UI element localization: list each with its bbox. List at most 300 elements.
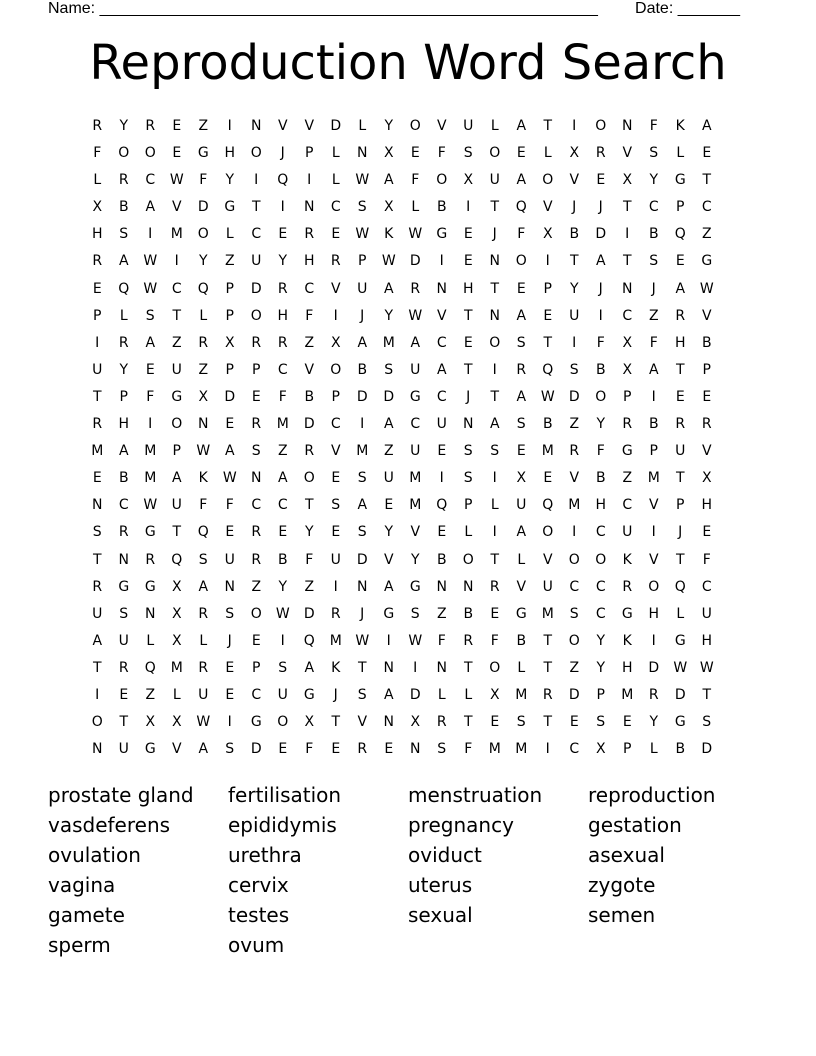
grid-letter[interactable]: F bbox=[225, 497, 234, 514]
grid-letter[interactable]: D bbox=[303, 605, 315, 622]
grid-letter[interactable]: P bbox=[225, 361, 234, 378]
grid-letter[interactable]: U bbox=[118, 632, 129, 649]
grid-letter[interactable]: R bbox=[198, 659, 209, 676]
grid-letter[interactable]: G bbox=[118, 578, 130, 595]
grid-letter[interactable]: E bbox=[622, 714, 632, 731]
grid-letter[interactable]: O bbox=[277, 714, 289, 731]
grid-letter[interactable]: H bbox=[462, 280, 474, 297]
grid-letter[interactable]: S bbox=[516, 334, 526, 351]
grid-letter[interactable]: H bbox=[595, 497, 607, 514]
grid-letter[interactable]: R bbox=[118, 172, 129, 189]
grid-letter[interactable]: F bbox=[278, 388, 287, 405]
grid-letter[interactable]: W bbox=[673, 659, 688, 676]
grid-letter[interactable]: Y bbox=[596, 416, 606, 433]
grid-letter[interactable]: O bbox=[462, 551, 474, 568]
grid-letter[interactable]: U bbox=[410, 361, 421, 378]
grid-letter[interactable]: U bbox=[436, 416, 447, 433]
grid-letter[interactable]: M bbox=[144, 443, 157, 460]
grid-letter[interactable]: E bbox=[384, 741, 394, 758]
grid-letter[interactable]: I bbox=[280, 199, 285, 216]
grid-letter[interactable]: Y bbox=[278, 253, 288, 270]
grid-letter[interactable]: V bbox=[569, 172, 580, 189]
grid-letter[interactable]: Z bbox=[622, 470, 633, 487]
grid-letter[interactable]: X bbox=[595, 741, 606, 758]
grid-letter[interactable]: G bbox=[144, 578, 156, 595]
grid-letter[interactable]: L bbox=[517, 659, 526, 676]
grid-letter[interactable]: Z bbox=[569, 416, 580, 433]
grid-letter[interactable]: G bbox=[303, 686, 315, 703]
grid-letter[interactable]: L bbox=[411, 199, 420, 216]
grid-letter[interactable]: J bbox=[280, 145, 285, 162]
grid-letter[interactable]: R bbox=[622, 578, 633, 595]
grid-letter[interactable]: U bbox=[622, 524, 633, 541]
grid-letter[interactable]: X bbox=[622, 334, 633, 351]
grid-letter[interactable]: A bbox=[198, 741, 209, 758]
grid-letter[interactable]: C bbox=[569, 578, 580, 595]
grid-letter[interactable]: N bbox=[436, 659, 447, 676]
grid-letter[interactable]: L bbox=[358, 118, 367, 134]
grid-letter[interactable]: U bbox=[251, 253, 262, 270]
grid-letter[interactable]: Z bbox=[171, 334, 182, 351]
grid-letter[interactable]: V bbox=[330, 280, 341, 297]
grid-letter[interactable]: I bbox=[572, 118, 577, 134]
grid-letter[interactable]: O bbox=[489, 659, 501, 676]
grid-letter[interactable]: W bbox=[355, 632, 370, 649]
grid-letter[interactable]: V bbox=[436, 118, 447, 134]
grid-letter[interactable]: W bbox=[355, 226, 370, 243]
grid-letter[interactable]: C bbox=[251, 686, 262, 703]
grid-letter[interactable]: U bbox=[489, 172, 500, 189]
grid-letter[interactable]: D bbox=[383, 388, 395, 405]
grid-letter[interactable]: F bbox=[702, 551, 711, 568]
grid-letter[interactable]: J bbox=[227, 632, 232, 649]
grid-letter[interactable]: F bbox=[411, 172, 420, 189]
grid-letter[interactable]: F bbox=[649, 334, 658, 351]
grid-letter[interactable]: S bbox=[357, 686, 367, 703]
grid-letter[interactable]: U bbox=[675, 443, 686, 460]
grid-letter[interactable]: V bbox=[701, 443, 712, 460]
grid-letter[interactable]: Z bbox=[224, 253, 235, 270]
grid-letter[interactable]: F bbox=[305, 307, 314, 324]
grid-letter[interactable]: Z bbox=[304, 334, 315, 351]
grid-letter[interactable]: Q bbox=[118, 280, 130, 297]
grid-letter[interactable]: E bbox=[92, 280, 102, 297]
grid-letter[interactable]: D bbox=[674, 686, 686, 703]
grid-letter[interactable]: N bbox=[463, 578, 474, 595]
grid-letter[interactable]: P bbox=[623, 388, 632, 405]
grid-letter[interactable]: T bbox=[702, 686, 712, 703]
grid-letter[interactable]: L bbox=[225, 226, 234, 243]
grid-letter[interactable]: I bbox=[439, 470, 444, 487]
grid-letter[interactable]: S bbox=[410, 605, 420, 622]
grid-letter[interactable]: V bbox=[277, 118, 288, 134]
grid-letter[interactable]: W bbox=[408, 307, 423, 324]
grid-letter[interactable]: L bbox=[464, 686, 473, 703]
grid-letter[interactable]: Q bbox=[144, 659, 156, 676]
grid-letter[interactable]: G bbox=[171, 388, 183, 405]
grid-letter[interactable]: O bbox=[489, 145, 501, 162]
grid-letter[interactable]: F bbox=[199, 497, 208, 514]
grid-letter[interactable]: Q bbox=[197, 524, 209, 541]
grid-letter[interactable]: R bbox=[251, 551, 262, 568]
grid-letter[interactable]: R bbox=[92, 253, 103, 270]
grid-letter[interactable]: L bbox=[517, 551, 526, 568]
grid-letter[interactable]: G bbox=[250, 714, 262, 731]
grid-letter[interactable]: L bbox=[649, 741, 658, 758]
grid-letter[interactable]: L bbox=[676, 605, 685, 622]
grid-letter[interactable]: E bbox=[119, 686, 129, 703]
grid-letter[interactable]: I bbox=[227, 118, 232, 134]
grid-letter[interactable]: E bbox=[702, 145, 712, 162]
grid-letter[interactable]: M bbox=[329, 632, 342, 649]
grid-letter[interactable]: D bbox=[250, 741, 262, 758]
grid-letter[interactable]: U bbox=[277, 686, 288, 703]
grid-letter[interactable]: R bbox=[489, 578, 500, 595]
grid-letter[interactable]: S bbox=[119, 605, 129, 622]
grid-letter[interactable]: S bbox=[596, 714, 606, 731]
grid-letter[interactable]: I bbox=[651, 632, 656, 649]
grid-letter[interactable]: W bbox=[143, 497, 158, 514]
grid-letter[interactable]: N bbox=[145, 605, 156, 622]
grid-letter[interactable]: N bbox=[410, 741, 421, 758]
grid-letter[interactable]: N bbox=[489, 253, 500, 270]
grid-letter[interactable]: U bbox=[224, 551, 235, 568]
grid-letter[interactable]: T bbox=[357, 659, 367, 676]
grid-letter[interactable]: O bbox=[489, 334, 501, 351]
grid-letter[interactable]: A bbox=[118, 443, 129, 460]
grid-letter[interactable]: E bbox=[702, 524, 712, 541]
grid-letter[interactable]: E bbox=[225, 659, 235, 676]
grid-letter[interactable]: R bbox=[516, 361, 527, 378]
grid-letter[interactable]: O bbox=[542, 524, 554, 541]
grid-letter[interactable]: V bbox=[648, 551, 659, 568]
grid-letter[interactable]: R bbox=[92, 416, 103, 433]
grid-letter[interactable]: V bbox=[569, 470, 580, 487]
grid-letter[interactable]: A bbox=[410, 334, 421, 351]
grid-letter[interactable]: U bbox=[92, 605, 103, 622]
grid-letter[interactable]: B bbox=[701, 334, 712, 351]
grid-letter[interactable]: P bbox=[252, 659, 261, 676]
grid-letter[interactable]: V bbox=[304, 361, 315, 378]
grid-letter[interactable]: F bbox=[199, 172, 208, 189]
grid-letter[interactable]: T bbox=[675, 470, 685, 487]
grid-letter[interactable]: A bbox=[145, 199, 156, 216]
grid-letter[interactable]: W bbox=[408, 632, 423, 649]
grid-letter[interactable]: R bbox=[118, 524, 129, 541]
grid-letter[interactable]: A bbox=[224, 443, 235, 460]
grid-letter[interactable]: O bbox=[595, 551, 607, 568]
grid-letter[interactable]: U bbox=[542, 578, 553, 595]
grid-letter[interactable]: B bbox=[436, 551, 447, 568]
grid-letter[interactable]: J bbox=[598, 280, 603, 297]
grid-letter[interactable]: K bbox=[198, 470, 208, 487]
grid-letter[interactable]: S bbox=[649, 145, 659, 162]
grid-letter[interactable]: G bbox=[674, 632, 686, 649]
grid-letter[interactable]: L bbox=[543, 145, 552, 162]
grid-letter[interactable]: C bbox=[277, 497, 288, 514]
grid-letter[interactable]: A bbox=[357, 497, 368, 514]
grid-letter[interactable]: S bbox=[490, 443, 500, 460]
grid-letter[interactable]: D bbox=[250, 280, 262, 297]
grid-letter[interactable]: B bbox=[277, 551, 288, 568]
grid-letter[interactable]: P bbox=[464, 497, 473, 514]
grid-letter[interactable]: N bbox=[251, 470, 262, 487]
grid-letter[interactable]: E bbox=[145, 361, 155, 378]
grid-letter[interactable]: E bbox=[675, 253, 685, 270]
grid-letter[interactable]: I bbox=[413, 659, 418, 676]
grid-letter[interactable]: A bbox=[383, 416, 394, 433]
grid-letter[interactable]: A bbox=[701, 118, 712, 134]
grid-letter[interactable]: Q bbox=[436, 497, 448, 514]
grid-letter[interactable]: N bbox=[436, 280, 447, 297]
grid-letter[interactable]: R bbox=[595, 145, 606, 162]
grid-letter[interactable]: T bbox=[702, 172, 712, 189]
grid-letter[interactable]: I bbox=[148, 416, 153, 433]
grid-letter[interactable]: N bbox=[383, 714, 394, 731]
grid-letter[interactable]: R bbox=[277, 280, 288, 297]
grid-letter[interactable]: Q bbox=[542, 497, 554, 514]
grid-letter[interactable]: I bbox=[492, 361, 497, 378]
grid-letter[interactable]: R bbox=[92, 118, 103, 134]
grid-letter[interactable]: X bbox=[92, 199, 103, 216]
grid-letter[interactable]: X bbox=[171, 578, 182, 595]
grid-letter[interactable]: D bbox=[568, 388, 580, 405]
grid-letter[interactable]: I bbox=[174, 253, 179, 270]
grid-letter[interactable]: P bbox=[702, 361, 711, 378]
grid-letter[interactable]: W bbox=[196, 714, 211, 731]
grid-letter[interactable]: P bbox=[225, 307, 234, 324]
grid-letter[interactable]: M bbox=[621, 686, 634, 703]
grid-letter[interactable]: O bbox=[250, 145, 262, 162]
grid-letter[interactable]: T bbox=[463, 307, 473, 324]
grid-letter[interactable]: R bbox=[675, 307, 686, 324]
grid-letter[interactable]: X bbox=[622, 361, 633, 378]
grid-letter[interactable]: F bbox=[517, 226, 526, 243]
grid-letter[interactable]: R bbox=[198, 605, 209, 622]
grid-letter[interactable]: T bbox=[463, 659, 473, 676]
grid-letter[interactable]: D bbox=[595, 226, 607, 243]
grid-letter[interactable]: G bbox=[409, 388, 421, 405]
grid-letter[interactable]: A bbox=[277, 470, 288, 487]
grid-letter[interactable]: H bbox=[621, 659, 633, 676]
grid-letter[interactable]: R bbox=[277, 334, 288, 351]
grid-letter[interactable]: I bbox=[545, 253, 550, 270]
grid-letter[interactable]: R bbox=[251, 524, 262, 541]
grid-letter[interactable]: A bbox=[648, 361, 659, 378]
grid-letter[interactable]: Q bbox=[197, 280, 209, 297]
grid-letter[interactable]: C bbox=[436, 334, 447, 351]
grid-letter[interactable]: S bbox=[225, 605, 235, 622]
grid-letter[interactable]: O bbox=[515, 253, 527, 270]
grid-letter[interactable]: A bbox=[145, 334, 156, 351]
grid-letter[interactable]: X bbox=[622, 172, 633, 189]
grid-letter[interactable]: J bbox=[360, 605, 365, 622]
grid-letter[interactable]: O bbox=[595, 118, 607, 134]
grid-letter[interactable]: O bbox=[250, 307, 262, 324]
grid-letter[interactable]: F bbox=[490, 632, 499, 649]
grid-letter[interactable]: G bbox=[224, 199, 236, 216]
grid-letter[interactable]: S bbox=[702, 714, 712, 731]
grid-letter[interactable]: K bbox=[384, 226, 394, 243]
grid-letter[interactable]: X bbox=[410, 714, 421, 731]
grid-letter[interactable]: A bbox=[675, 280, 686, 297]
grid-letter[interactable]: S bbox=[198, 551, 208, 568]
grid-letter[interactable]: S bbox=[357, 524, 367, 541]
grid-letter[interactable]: E bbox=[490, 714, 500, 731]
grid-letter[interactable]: C bbox=[304, 280, 315, 297]
grid-letter[interactable]: W bbox=[699, 280, 714, 297]
grid-letter[interactable]: Y bbox=[119, 361, 129, 378]
grid-letter[interactable]: O bbox=[144, 145, 156, 162]
grid-letter[interactable]: Z bbox=[304, 578, 315, 595]
grid-letter[interactable]: U bbox=[463, 118, 474, 134]
grid-letter[interactable]: Z bbox=[145, 686, 156, 703]
grid-letter[interactable]: J bbox=[333, 686, 338, 703]
grid-letter[interactable]: G bbox=[674, 714, 686, 731]
grid-letter[interactable]: M bbox=[170, 659, 183, 676]
grid-letter[interactable]: F bbox=[146, 388, 155, 405]
grid-letter[interactable]: Q bbox=[303, 632, 315, 649]
grid-letter[interactable]: M bbox=[409, 470, 422, 487]
grid-letter[interactable]: B bbox=[595, 361, 606, 378]
grid-letter[interactable]: P bbox=[543, 280, 552, 297]
grid-letter[interactable]: H bbox=[91, 226, 103, 243]
grid-letter[interactable]: T bbox=[119, 714, 129, 731]
grid-letter[interactable]: S bbox=[569, 361, 579, 378]
grid-letter[interactable]: G bbox=[436, 226, 448, 243]
grid-letter[interactable]: X bbox=[383, 199, 394, 216]
grid-letter[interactable]: B bbox=[648, 226, 659, 243]
grid-letter[interactable]: S bbox=[516, 714, 526, 731]
grid-letter[interactable]: E bbox=[596, 172, 606, 189]
grid-letter[interactable]: E bbox=[331, 226, 341, 243]
grid-letter[interactable]: G bbox=[621, 605, 633, 622]
grid-letter[interactable]: H bbox=[303, 253, 315, 270]
grid-letter[interactable]: D bbox=[356, 551, 368, 568]
grid-letter[interactable]: O bbox=[118, 145, 130, 162]
grid-letter[interactable]: E bbox=[543, 470, 553, 487]
grid-letter[interactable]: C bbox=[118, 497, 129, 514]
grid-letter[interactable]: U bbox=[118, 741, 129, 758]
grid-letter[interactable]: W bbox=[143, 253, 158, 270]
grid-letter[interactable]: C bbox=[622, 497, 633, 514]
grid-letter[interactable]: T bbox=[569, 253, 579, 270]
grid-letter[interactable]: X bbox=[542, 226, 553, 243]
grid-letter[interactable]: A bbox=[516, 388, 527, 405]
grid-letter[interactable]: J bbox=[598, 199, 603, 216]
grid-letter[interactable]: Z bbox=[251, 578, 262, 595]
grid-letter[interactable]: O bbox=[250, 605, 262, 622]
grid-letter[interactable]: R bbox=[648, 686, 659, 703]
grid-letter[interactable]: I bbox=[95, 334, 100, 351]
grid-letter[interactable]: T bbox=[543, 334, 553, 351]
grid-letter[interactable]: N bbox=[92, 741, 103, 758]
grid-letter[interactable]: X bbox=[171, 605, 182, 622]
grid-letter[interactable]: T bbox=[251, 199, 261, 216]
grid-letter[interactable]: D bbox=[303, 416, 315, 433]
grid-letter[interactable]: G bbox=[144, 741, 156, 758]
grid-letter[interactable]: N bbox=[198, 416, 209, 433]
grid-letter[interactable]: N bbox=[383, 659, 394, 676]
grid-letter[interactable]: C bbox=[569, 741, 580, 758]
grid-letter[interactable]: K bbox=[622, 551, 632, 568]
grid-letter[interactable]: V bbox=[304, 118, 315, 134]
grid-letter[interactable]: Y bbox=[278, 578, 288, 595]
grid-letter[interactable]: T bbox=[622, 199, 632, 216]
grid-letter[interactable]: W bbox=[143, 280, 158, 297]
grid-letter[interactable]: O bbox=[91, 714, 103, 731]
grid-letter[interactable]: A bbox=[383, 686, 394, 703]
grid-letter[interactable]: A bbox=[118, 253, 129, 270]
grid-letter[interactable]: Y bbox=[384, 118, 394, 134]
grid-letter[interactable]: U bbox=[330, 551, 341, 568]
grid-letter[interactable]: I bbox=[598, 307, 603, 324]
grid-letter[interactable]: O bbox=[330, 361, 342, 378]
grid-letter[interactable]: N bbox=[224, 578, 235, 595]
grid-letter[interactable]: F bbox=[596, 334, 605, 351]
grid-letter[interactable]: U bbox=[171, 361, 182, 378]
grid-letter[interactable]: G bbox=[409, 578, 421, 595]
grid-letter[interactable]: H bbox=[674, 334, 686, 351]
grid-letter[interactable]: I bbox=[254, 172, 259, 189]
grid-letter[interactable]: C bbox=[595, 605, 606, 622]
grid-letter[interactable]: L bbox=[119, 307, 128, 324]
grid-letter[interactable]: R bbox=[145, 551, 156, 568]
grid-letter[interactable]: E bbox=[278, 524, 288, 541]
grid-letter[interactable]: R bbox=[436, 714, 447, 731]
grid-letter[interactable]: T bbox=[92, 551, 102, 568]
grid-letter[interactable]: X bbox=[304, 714, 315, 731]
grid-letter[interactable]: R bbox=[304, 443, 315, 460]
grid-letter[interactable]: S bbox=[119, 226, 129, 243]
grid-letter[interactable]: D bbox=[648, 659, 660, 676]
grid-letter[interactable]: C bbox=[330, 416, 341, 433]
grid-letter[interactable]: J bbox=[492, 226, 497, 243]
grid-letter[interactable]: W bbox=[408, 226, 423, 243]
grid-letter[interactable]: O bbox=[409, 118, 421, 134]
grid-letter[interactable]: I bbox=[307, 172, 312, 189]
grid-letter[interactable]: A bbox=[171, 470, 182, 487]
grid-letter[interactable]: M bbox=[356, 443, 369, 460]
grid-letter[interactable]: C bbox=[701, 199, 712, 216]
grid-letter[interactable]: M bbox=[515, 741, 528, 758]
grid-letter[interactable]: R bbox=[622, 416, 633, 433]
grid-letter[interactable]: Y bbox=[119, 118, 129, 134]
grid-letter[interactable]: E bbox=[463, 334, 473, 351]
grid-letter[interactable]: R bbox=[463, 632, 474, 649]
grid-letter[interactable]: P bbox=[225, 280, 234, 297]
grid-letter[interactable]: V bbox=[648, 497, 659, 514]
grid-letter[interactable]: E bbox=[463, 253, 473, 270]
grid-letter[interactable]: V bbox=[357, 714, 368, 731]
grid-letter[interactable]: P bbox=[596, 686, 605, 703]
grid-letter[interactable]: A bbox=[489, 416, 500, 433]
grid-letter[interactable]: I bbox=[651, 388, 656, 405]
grid-letter[interactable]: X bbox=[145, 714, 156, 731]
grid-letter[interactable]: R bbox=[118, 334, 129, 351]
grid-letter[interactable]: C bbox=[595, 524, 606, 541]
grid-letter[interactable]: N bbox=[357, 145, 368, 162]
grid-letter[interactable]: E bbox=[384, 497, 394, 514]
grid-letter[interactable]: A bbox=[595, 253, 606, 270]
grid-letter[interactable]: Z bbox=[648, 307, 659, 324]
grid-letter[interactable]: E bbox=[516, 280, 526, 297]
grid-letter[interactable]: Y bbox=[384, 524, 394, 541]
grid-letter[interactable]: N bbox=[92, 497, 103, 514]
grid-letter[interactable]: W bbox=[196, 443, 211, 460]
grid-letter[interactable]: F bbox=[437, 145, 446, 162]
grid-letter[interactable]: T bbox=[543, 632, 553, 649]
